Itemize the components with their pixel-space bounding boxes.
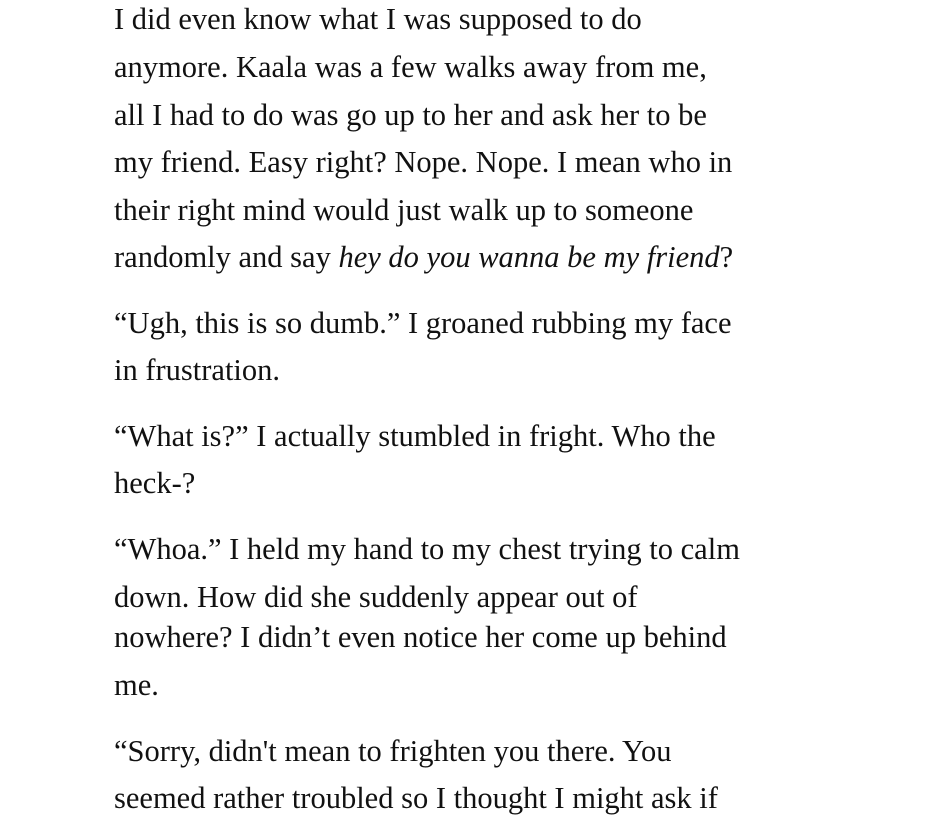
- text-line: their right mind would just walk up to someone: [114, 193, 694, 227]
- text-line: heck-?: [114, 466, 196, 500]
- text-line: me.: [114, 668, 159, 702]
- text-line: “What is?” I actually stumbled in fright. Who the: [114, 419, 716, 453]
- text-line: “Ugh, this is so dumb.” I groaned rubbing my face: [114, 306, 732, 340]
- text-line: seemed rather troubled so I thought I might ask if: [114, 781, 718, 815]
- text-line: all I had to do was go up to her and ask her to be: [114, 98, 707, 132]
- text-line: down. How did she suddenly appear out of: [114, 580, 638, 614]
- text-segment: ?: [719, 240, 734, 274]
- text-line: my friend. Easy right? Nope. Nope. I mean who in: [114, 145, 733, 179]
- text-line: “Whoa.” I held my hand to my chest trying to calm: [114, 532, 740, 566]
- text-line: I did even know what I was supposed to do: [114, 2, 642, 36]
- text-line: in frustration.: [114, 353, 281, 387]
- text-line: nowhere? I didn’t even notice her come up behind: [114, 620, 727, 654]
- text-line: “Sorry, didn't mean to frighten you there. You: [114, 734, 672, 768]
- text-segment: randomly and say: [114, 240, 339, 274]
- italic-phrase: hey do you wanna be my friend: [338, 240, 720, 274]
- text-line-with-italic: [114, 240, 733, 275]
- text-line: anymore. Kaala was a few walks away from me,: [114, 50, 707, 84]
